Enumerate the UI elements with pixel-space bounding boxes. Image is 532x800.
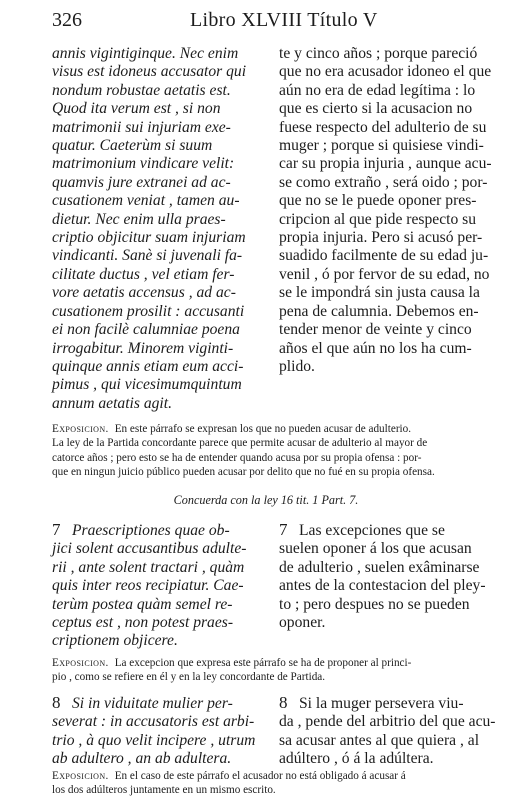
- latin-line: nondum robustae aetatis est.: [52, 81, 231, 99]
- latin-line: pimus , qui vicesimumquintum: [52, 376, 242, 394]
- latin-line: ab adultero , an ab adultera.: [52, 750, 232, 768]
- latin-line: ceptus est , non potest praes-: [52, 614, 234, 632]
- running-title: Libro XLVIII Título V: [190, 9, 378, 31]
- exposition-line: En el caso de este párrafo el acusador no está obligado á acusar á: [114, 770, 406, 782]
- section-8-spanish-column: [279, 694, 501, 769]
- latin-line: ei non facilè calumniae poena: [52, 321, 240, 339]
- spanish-line: aún no era de edad legítima : lo: [279, 81, 476, 99]
- latin-line: criptio objicitur suam injuriam: [52, 229, 246, 247]
- spanish-line: da , pende del arbitrio del que acu-: [279, 713, 496, 731]
- spanish-line: oponer.: [279, 614, 326, 632]
- spanish-line: sa acusar antes al que quiera , al: [279, 731, 480, 749]
- spanish-line: adúltero , ó á la adúltera.: [279, 750, 434, 768]
- exposition-label: Exposicion.: [52, 770, 109, 782]
- spanish-line: car su propia injuria , aunque acu-: [279, 155, 492, 173]
- spanish-line: suelen oponer á los que acusan: [279, 540, 472, 558]
- latin-line: jici solent accusantibus adulte-: [52, 540, 247, 558]
- page-number: 326: [52, 9, 82, 31]
- exposition-line: En este párrafo se expresan los que no pueden acusar de adulterio.: [114, 423, 412, 435]
- latin-line: criptionem objicere.: [52, 632, 178, 650]
- exposition-label: Exposicion.: [52, 423, 109, 435]
- latin-line: severat : in accusatoris est arbi-: [52, 713, 255, 731]
- section-6-latin-column: [52, 45, 274, 413]
- section-6-exposition: [52, 422, 500, 479]
- latin-line: quinque annis etiam eum acci-: [52, 357, 244, 375]
- exposition-label: Exposicion.: [52, 657, 109, 669]
- exposition-line: catorce años ; pero esto se ha de entender quando acusa por su propia ofensa : por-: [52, 451, 422, 464]
- spanish-line: cripcion al que pide respecto su: [279, 210, 477, 228]
- latin-line: matrimonii sui injuriam exe-: [52, 118, 231, 136]
- spanish-line: tender menor de veinte y cinco: [279, 321, 472, 339]
- spanish-line: venil , ó por fervor de su edad, no: [279, 265, 490, 283]
- section-6-spanish-column: [279, 45, 501, 376]
- latin-line: dietur. Nec enim ulla praes-: [52, 210, 226, 228]
- latin-line: quamvis jure extranei ad ac-: [52, 173, 231, 191]
- spanish-line: propia injuria. Pero si acusó per-: [279, 229, 483, 247]
- latin-line: Si in viduitate mulier per-: [72, 695, 233, 712]
- latin-line: cusationem veniat , tamen au-: [52, 192, 240, 210]
- spanish-line: que no se le puede oponer pres-: [279, 192, 477, 210]
- section-number: 8: [52, 693, 61, 712]
- latin-line: matrimonium vindicare velit:: [52, 155, 235, 173]
- spanish-line: muger ; porque si quisiese vindi-: [279, 137, 484, 155]
- section-7-latin-column: [52, 521, 274, 651]
- latin-line: vindicanti. Sanè si juvenali fa-: [52, 247, 243, 265]
- latin-line: quatur. Caeterùm si suum: [52, 137, 213, 155]
- section-8-exposition: [52, 769, 500, 798]
- section-number: 8: [279, 693, 288, 712]
- latin-line: trio , à quo velit incipere , utrum: [52, 731, 256, 749]
- section-7-exposition: [52, 656, 500, 685]
- spanish-line: plido.: [279, 357, 315, 375]
- section-number: 7: [52, 520, 61, 539]
- latin-line: irrogabitur. Minorem viginti-: [52, 339, 234, 357]
- spanish-line: fuese respecto del adulterio de su: [279, 118, 487, 136]
- spanish-line: Las excepciones que se: [299, 522, 445, 539]
- latin-line: cusationem prosilit : accusanti: [52, 302, 245, 320]
- exposition-line: La excepcion que expresa este párrafo se ha de proponer al princi-: [114, 657, 412, 669]
- section-number: 7: [279, 520, 288, 539]
- spanish-line: años el que aún no los ha cum-: [279, 339, 472, 357]
- spanish-line: te y cinco años ; porque pareció: [279, 45, 478, 62]
- spanish-line: antes de la contestacion del pley-: [279, 577, 486, 595]
- exposition-line: los dos adúlteros juntamente en un mismo escrito.: [52, 784, 276, 797]
- concordance-note: Concuerda con la ley 16 tit. 1 Part. 7.: [173, 493, 359, 507]
- latin-line: rii , ante solent tractari , quàm: [52, 558, 245, 576]
- spanish-line: to ; pero despues no se pueden: [279, 595, 470, 613]
- spanish-line: que no era acusador idoneo el que: [279, 63, 492, 81]
- latin-line: Praescriptiones quae ob-: [72, 522, 230, 539]
- section-8-latin-column: [52, 694, 274, 769]
- latin-line: annis vigintiginque. Nec enim: [52, 45, 239, 62]
- spanish-line: se le impondrá sin justa causa la: [279, 284, 480, 302]
- spanish-line: que es cierto si la acusacion no: [279, 100, 473, 118]
- exposition-line: que en ningun juicio público pueden acusar por delito que no fué en su propia ofensa.: [52, 465, 435, 478]
- latin-line: quis inter reos recipiatur. Cae-: [52, 577, 244, 595]
- latin-line: cilitate ductus , vel etiam fer-: [52, 265, 235, 283]
- spanish-line: de adulterio , suelen exâminarse: [279, 558, 480, 576]
- spanish-line: pena de calumnia. Debemos en-: [279, 302, 479, 320]
- exposition-line: pio , como se refiere en él y en la ley concordante de Partida.: [52, 671, 326, 684]
- spanish-line: se como extraño , será oido ; por-: [279, 173, 488, 191]
- spanish-line: suadido facilmente de su edad ju-: [279, 247, 489, 265]
- spanish-line: Si la muger persevera viu-: [299, 695, 464, 712]
- page-header: [52, 9, 492, 39]
- latin-line: Quod ita verum est , si non: [52, 100, 221, 118]
- latin-line: vore aetatis accensus , ad ac-: [52, 284, 236, 302]
- latin-line: visus est idoneus accusator qui: [52, 63, 247, 81]
- latin-line: terùm postea quàm semel re-: [52, 595, 233, 613]
- latin-line: annum aetatis agit.: [52, 394, 172, 412]
- section-7-spanish-column: [279, 521, 501, 632]
- exposition-line: La ley de la Partida concordante parece que permite acusar de adulterio al mayor de: [52, 437, 428, 450]
